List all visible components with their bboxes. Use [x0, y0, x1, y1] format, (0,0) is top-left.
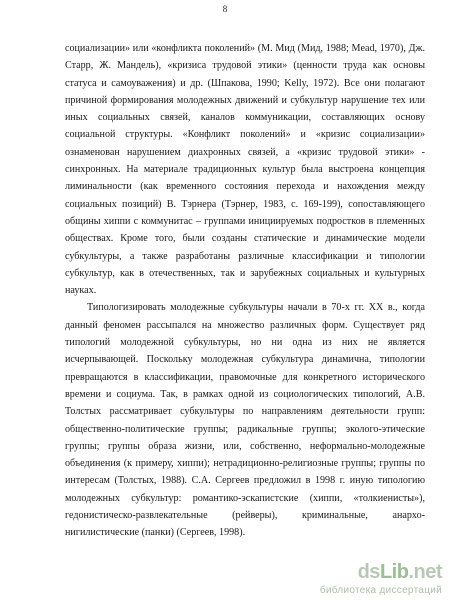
watermark-subtitle: библиотека диссертаций	[319, 585, 442, 596]
logo-ds: ds	[357, 561, 380, 583]
paragraph-2: Типологизировать молодежные субкультуры начали в 70-х гг. XX в., когда данный феномен рассыпался на множество различных форм. Существует ряд типологий молодежной субкультуры, но ни одна из них не является исчерпывающей. Поскольку молодежная субкультура динамична, типологии превращаются в классификации, правомочные для конкретного исторического времени и социума. Так, в рамках одной из социологических типологий, А.В. Толстых рассматривает субкультуры по направлениям деятельности групп: общественно-политические группы; радикальные группы; эколого-этические группы; группы образа жизни, или, собственно, неформально-молодежные объединения (к примеру, хиппи); нетрадиционно-религиозные группы; группы по интересам (Толстых, 1988). С.А. Сергеев предложил в 1998 г. иную типологию молодежных субкультур: романтико-эскапистские (хиппи, «толкиенисты»), гедонистическо-развлекательные (рейверы), криминальные, анархо-нигилистические (панки) (Сергеев, 1998).	[65, 302, 425, 539]
logo-lib: Lib	[379, 561, 409, 583]
dslib-watermark	[292, 560, 442, 600]
dslib-logo	[292, 560, 442, 584]
paragraph-1: социализации» или «конфликта поколений» (М. Мид (Мид, 1988; Mead, 1970), Дж. Старр, Ж. Мандель), «кризиса трудовой этики» (ценности труда как основы статуса и самоуважения) и др. (Шпакова, 1990; Kelly, 1972). Все они полагают причиной формирования молодежных движений и субкультур нарушение тех или иных социальных связей, каналов коммуникации, составляющих основу социальной структуры. «Конфликт поколений» и «кризис социализации» ознаменован нарушением диахронных связей, а «кризис трудовой этики» - синхронных. На материале традиционных культур была выстроена концепция лиминальности (как временного состояния перехода и нахождения между социальных позиций) В. Тэрнера (Тэрнер, 1983, с. 169-199), сопоставляющего общины хиппи с коммунитас – группами инициируемых подростков в племенных обществах. Кроме того, были созданы статические и динамические модели субкультуры, а также разработаны различные классификации и типологии субкультур, как в отечественных, так и зарубежных социальных и культурных науках.	[65, 43, 425, 297]
body-text	[65, 40, 425, 542]
page-number: 8	[222, 4, 228, 14]
logo-net: .net	[408, 561, 442, 583]
